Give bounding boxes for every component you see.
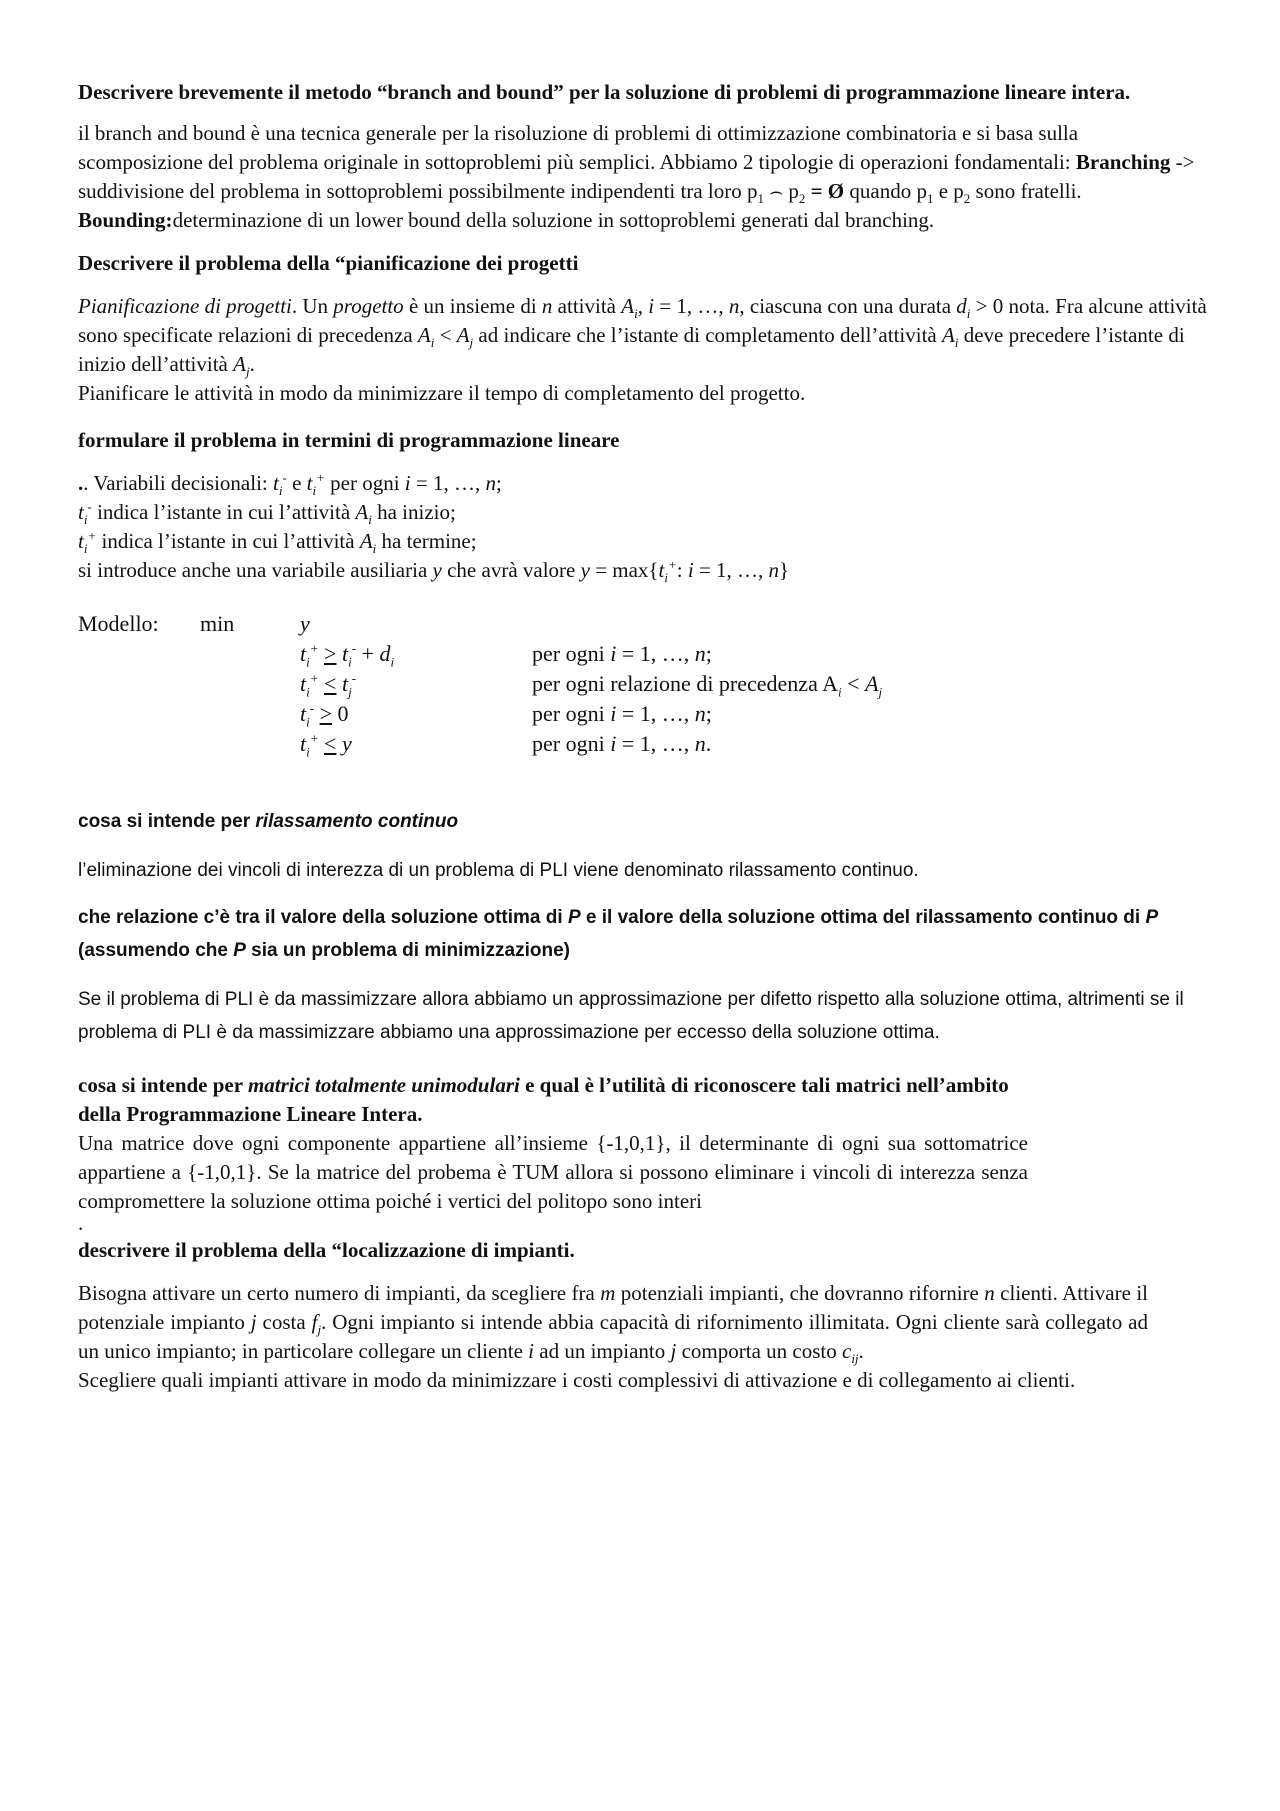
answer-relazione: Se il problema di PLI è da massimizzare allora abbiamo un approssimazione per difetto rispetto alla soluzione ottima, altrimenti se il problema di PLI è da massimizzare abbiamo una approssimazione per eccesso della soluzione ottima. [78, 989, 1184, 1043]
question-pianificazione: Descrivere il problema della “pianificazione dei progetti [78, 251, 579, 275]
question-rilassamento: cosa si intende per rilassamento continuo [78, 811, 459, 832]
answer-rilassamento: l’eliminazione dei vincoli di interezza di un problema di PLI viene denominato rilassamento continuo. [78, 860, 919, 881]
variabili-decisionali: .. Variabili decisionali: $t_i^-$ e $t_i^+$ per ogni i = 1, …, n; $t_i^-$ indica l’istante in cui l’attività $A_i$ ha inizio; $t_i^+$ indica l’istante in cui l’attività $A_i$ ha termine; si introduce anche una variabile ausiliaria y che avrà valore $y = \max\{t_i^+$: i = 1, …, n} [78, 470, 790, 586]
constraint-2-domain: per ogni relazione di precedenza $A_i < A_j$ [532, 671, 883, 700]
answer-localizzazione: Bisogna attivare un certo numero di impianti, da scegliere fra m potenziali impianti, che dovranno rifornire n clienti. Attivare il potenziale impianto j costa $f_j$. Ogni impianto si intende abbia capacità di rifornimento illimitata. Ogni cliente sarà collegato ad un unico impianto; in particolare collegare un cliente i ad un impianto j comporta un costo $c_{ij}$. Scegliere quali impianti attivare in modo da minimizzare i costi complessivi di attivazione e di collegamento ai clienti. [78, 1281, 1149, 1392]
objective: y [300, 611, 310, 636]
modello-label: Modello: [78, 611, 159, 636]
constraint-2: $t_i^+ < t_j^-$ [300, 670, 357, 700]
constraint-3-domain: per ogni i = 1, …, n; [532, 701, 712, 726]
constraint-1-domain: per ogni i = 1, …, n; [532, 641, 712, 666]
modello-lp [78, 609, 882, 759]
question-formulazione-pl: formulare il problema in termini di programmazione lineare [78, 428, 620, 452]
constraint-1: $t_i^+ > t_i^- + d_i$ [300, 640, 395, 670]
min-label: min [200, 611, 235, 636]
constraint-4: $t_i^+ < y$ [300, 730, 352, 760]
constraint-4-domain: per ogni i = 1, …, n. [532, 731, 712, 756]
document-page [78, 78, 1208, 1395]
stray-dot: . [78, 1211, 84, 1235]
question-localizzazione: descrivere il problema della “localizzazione di impianti. [78, 1238, 575, 1262]
answer-branch-and-bound: il branch and bound è una tecnica generale per la risoluzione di problemi di ottimizzazione combinatoria e si basa sulla scomposizione del problema originale in sottoproblemi più semplici. Abbiamo 2 tipologie di operazioni fondamentali: Branching -> suddivisione del problema in sottoproblemi possibilmente indipendenti tra loro $p_1$ ⌢ $p_2$ = Ø quando $p_1$ e $p_2$ sono fratelli. Bounding:determinazione di un lower bound della soluzione in sottoproblemi generati dal branching. [78, 121, 1195, 232]
answer-tum: Una matrice dove ogni componente appartiene all’insieme {-1,0,1}, il determinante di ogni sua sottomatrice appartiene a {-1,0,1}. Se la matrice del probema è TUM allora si possono eliminare i vincoli di interezza senza compromettere la soluzione ottima poiché i vertici del politopo sono interi [78, 1131, 1028, 1213]
question-tum: cosa si intende per matrici totalmente unimodulari e qual è l’utilità di riconoscere tali matrici nell’ambito della Programmazione Lineare Intera. [78, 1073, 1009, 1126]
constraint-3: $t_i^- > 0$ [300, 700, 349, 730]
answer-pianificazione: Pianificazione di progetti. Un progetto è un insieme di n attività $A_i$, i = 1, …, n, ciascuna con una durata $d_i > 0$ nota. Fra alcune attività sono specificate relazioni di precedenza $A_i < A_j$ ad indicare che l’istante di completamento dell’attività $A_i$ deve precedere l’istante di inizio dell’attività $A_j$. Pianificare le attività in modo da minimizzare il tempo di completamento del progetto. [78, 294, 1207, 405]
question-branch-and-bound: Descrivere brevemente il metodo “branch and bound” per la soluzione di problemi di programmazione lineare intera. [78, 80, 1131, 104]
question-relazione: che relazione c’è tra il valore della soluzione ottima di P e il valore della soluzione ottima del rilassamento continuo di P (assumendo che P sia un problema di minimizzazione) [78, 907, 1159, 961]
